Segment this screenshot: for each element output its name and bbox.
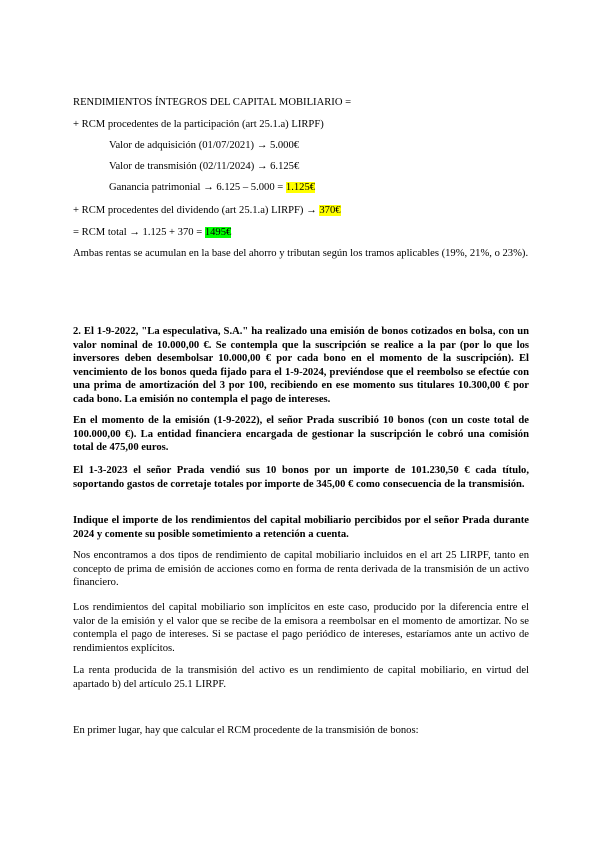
- respuesta-paragraph-1: Nos encontramos a dos tipos de rendimiento de capital mobiliario incluidos en el art 25 LIRPF, tanto en concepto de prima de emisión de acciones como en forma de renta derivada de la transmisión de un activo financiero.: [73, 550, 529, 588]
- ganancia-label: Ganancia patrimonial → 6.125 – 5.000 =: [109, 182, 286, 193]
- respuesta-paragraph-4: En primer lugar, hay que calcular el RCM procedente de la transmisión de bonos:: [73, 725, 419, 736]
- rcm-total-line: [73, 226, 231, 239]
- enunciado-paragraph-2: En el momento de la emisión (1-9-2022), el señor Prada suscribió 10 bonos (con un coste total de 100.000,00 €). La entidad financiera encargada de gestionar la suscripción le cobró una comisión total de 475,00 euros.: [73, 415, 529, 453]
- enunciado-paragraph-4: Indique el importe de los rendimientos del capital mobiliario percibidos por el señor Prada durante 2024 y comente su posible sometimiento a retención a cuenta.: [73, 515, 529, 540]
- ambas-rentas-paragraph: Ambas rentas se acumulan en la base del ahorro y tributan según los tramos aplicables (19%, 21%, o 23%).: [73, 248, 529, 259]
- valor-transmision-line: Valor de transmisión (02/11/2024) → 6.125€: [109, 161, 300, 172]
- total-label: = RCM total → 1.125 + 370 =: [73, 227, 205, 238]
- respuesta-paragraph-3: La renta producida de la transmisión del activo es un rendimiento de capital mobiliario, en virtud del apartado b) del artículo 25.1 LIRPF.: [73, 665, 529, 690]
- valor-adquisicion-line: Valor de adquisición (01/07/2021) → 5.000€: [109, 140, 300, 151]
- dividendo-label: + RCM procedentes del dividendo (art 25.1.a) LIRPF) →: [73, 205, 320, 216]
- rcm-dividendo-line: [73, 204, 341, 217]
- heading-rendimientos: RENDIMIENTOS ÍNTEGROS DEL CAPITAL MOBILIARIO =: [73, 97, 352, 108]
- enunciado-paragraph-3: El 1-3-2023 el señor Prada vendió sus 10 bonos por un importe de 101.230,50 € cada título, soportando gastos de corretaje totales por importe de 345,00 € como consecuencia de la transmisión.: [73, 465, 529, 490]
- total-value-highlight: 1495€: [204, 227, 232, 238]
- respuesta-paragraph-2: Los rendimientos del capital mobiliario son implícitos en este caso, producido por la diferencia entre el valor de la emisión y el valor que se recibe de la emisora a reembolsar en el momento de amortizar. No se contempla el pago de intereses. Si se pactase el pago periódico de intereses, estaríamos ante un activo de rendimientos explícitos.: [73, 602, 529, 654]
- ganancia-patrimonial-line: [109, 181, 315, 194]
- dividendo-value-highlight: 370€: [319, 205, 341, 216]
- enunciado-paragraph-1: 2. El 1-9-2022, "La especulativa, S.A." ha realizado una emisión de bonos cotizados en bolsa, con un valor nominal de 10.000,00 €. Se contempla que la suscripción se realice a la par (por lo que los inversores deben desembolsar 10.000,00 € por cada bono en el momento de la suscripción). El vencimiento de los bonos queda fijado para el 1-9-2024, previéndose que el reembolso se efectúe con una prima de amortización del 3 por 100, recibiendo en ese momento sus titulares 10.300,00 € por cada bono. La emisión no contempla el pago de intereses.: [73, 326, 529, 405]
- ganancia-value-highlight: 1.125€: [285, 182, 316, 193]
- rcm-participacion-line: + RCM procedentes de la participación (art 25.1.a) LIRPF): [73, 119, 324, 130]
